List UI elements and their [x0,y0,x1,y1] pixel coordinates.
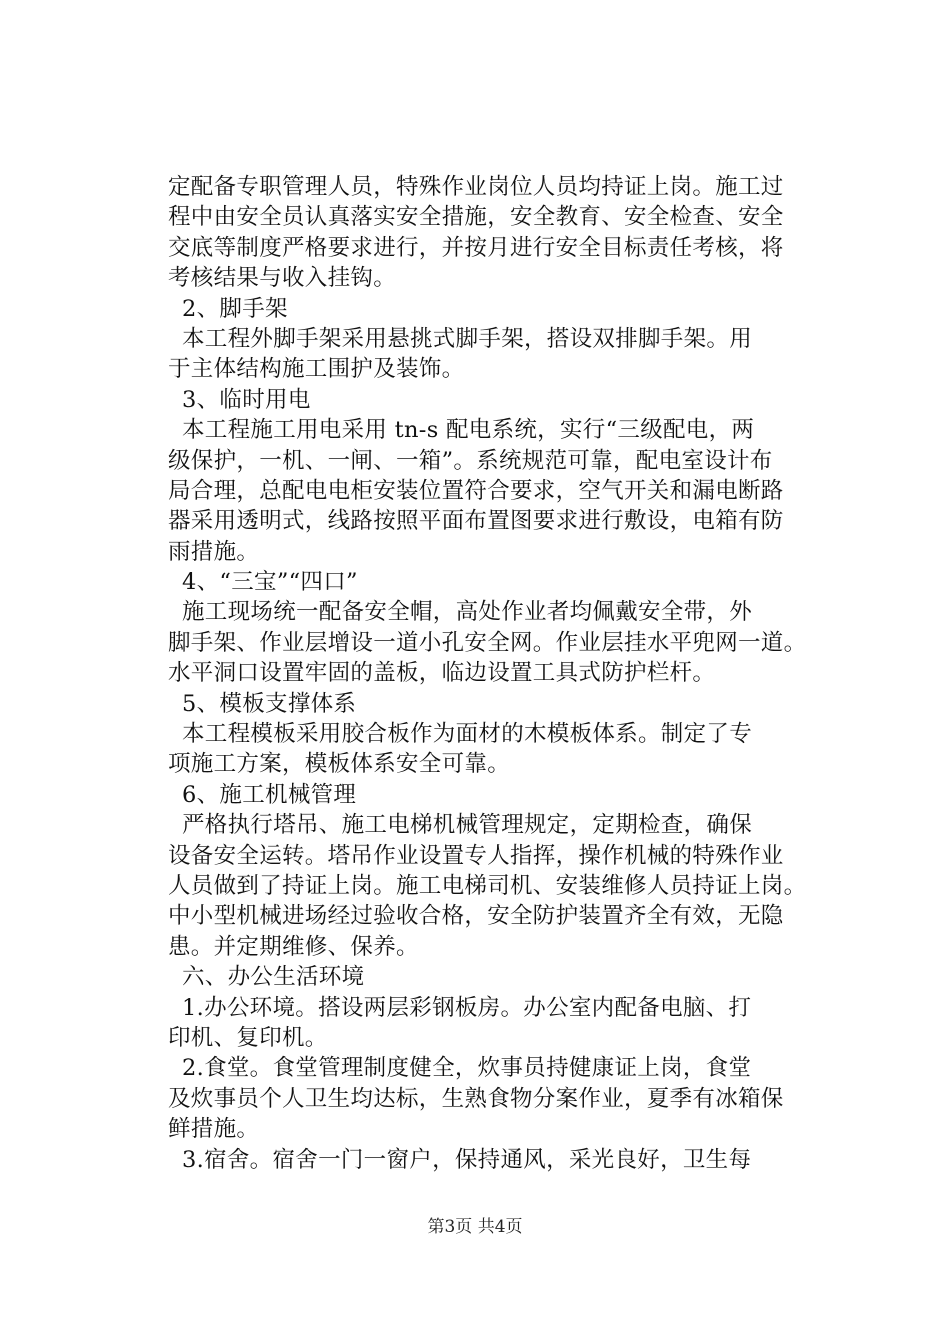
text-line: 考核结果与收入挂钩。 [168,265,397,292]
text-line: 本工程施工用电采用 tn-s 配电系统，实行“三级配电，两 [182,417,755,444]
text-line: 交底等制度严格要求进行，并按月进行安全目标责任考核，将 [168,234,784,261]
text-line: 器采用透明式，线路按照平面布置图要求进行敷设，电箱有防 [168,508,784,535]
text-line: 患。并定期维修、保养。 [168,933,419,960]
text-line: 严格执行塔吊、施工电梯机械管理规定，定期检查，确保 [182,812,753,839]
text-line: 2.食堂。食堂管理制度健全，炊事员持健康证上岗，食堂 [182,1055,752,1082]
text-line: 印机、复印机。 [168,1024,328,1051]
text-line: 雨措施。 [168,538,260,565]
text-line: 1.办公环境。搭设两层彩钢板房。办公室内配备电脑、打 [182,994,752,1021]
text-line: 本工程外脚手架采用悬挑式脚手架，搭设双排脚手架。用 [182,325,753,352]
section-heading: 六、办公生活环境 [182,964,365,991]
page-number-footer: 第3页 共4页 [427,1217,523,1237]
text-line: 定配备专职管理人员，特殊作业岗位人员均持证上岗。施工过 [168,174,784,200]
section-heading: 6、施工机械管理 [182,781,357,808]
text-line: 水平洞口设置牢固的盖板，临边设置工具式防护栏杆。 [168,660,716,687]
text-line: 程中由安全员认真落实安全措施，安全教育、安全检查、安全 [168,204,784,231]
section-heading: 4、“三宝”“四口” [182,569,358,596]
text-line: 及炊事员个人卫生均达标，生熟食物分案作业，夏季有冰箱保 [168,1085,784,1112]
text-line: 鲜措施。 [168,1116,260,1143]
text-line: 人员做到了持证上岗。施工电梯司机、安装维修人员持证上岗。 [168,872,807,899]
section-heading: 5、模板支撑体系 [182,690,357,717]
text-line: 3.宿舍。宿舍一门一窗户，保持通风，采光良好，卫生每 [182,1146,752,1173]
text-line: 中小型机械进场经过验收合格，安全防护装置齐全有效，无隐 [168,903,784,930]
section-heading: 3、临时用电 [182,386,311,413]
text-line: 级保护，一机、一闸、一箱”。系统规范可靠，配电室设计布 [168,447,773,474]
text-line: 项施工方案，模板体系安全可靠。 [168,751,511,778]
section-heading: 2、脚手架 [182,295,288,322]
text-line: 本工程模板采用胶合板作为面材的木模板体系。制定了专 [182,721,753,748]
text-line: 局合理，总配电电柜安装位置符合要求，空气开关和漏电断路 [168,477,784,504]
text-line: 于主体结构施工围护及装饰。 [168,356,465,383]
text-line: 施工现场统一配备安全帽，高处作业者均佩戴安全带，外 [182,599,753,626]
document-body [168,172,848,1175]
text-line: 脚手架、作业层增设一道小孔安全网。作业层挂水平兜网一道。 [168,629,807,656]
text-line: 设备安全运转。塔吊作业设置专人指挥，操作机械的特殊作业 [168,842,784,869]
